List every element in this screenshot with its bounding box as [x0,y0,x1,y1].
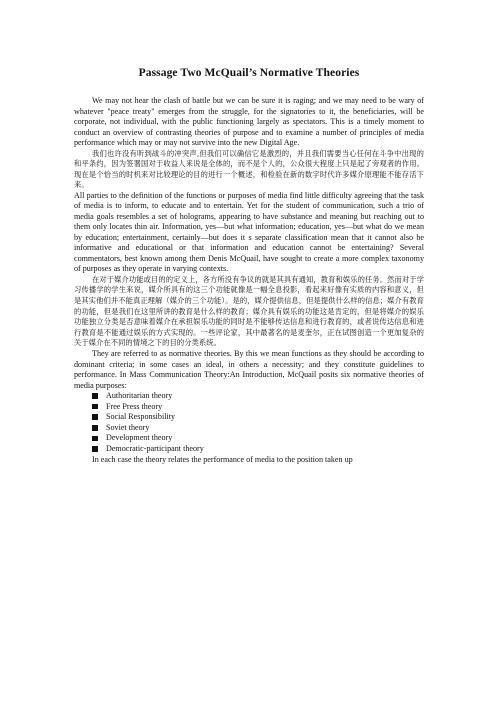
square-bullet-icon [92,436,98,442]
list-item-label: Democratic-participant theory [106,444,204,453]
list-item [74,391,424,402]
normative-theories-list [74,391,424,455]
list-item [74,402,424,413]
paragraph-2-english: All parties to the definition of the functions or purposes of media find little difficulty agreeing that the task of media is to inform, to educate and to entertain. Yet for the student of communication, such a trio of media goals resembles a set of holograms, appearing to have substance and meaning but reaching out to them only locates thin air. Information, yes—but what information; education, yes—but what do we mean by education; entertainment, certainly—but does it s separate classification mean that it cannot also be informative and educational or that information and education cannot be entertaining? Several commentators, best known among them Denis McQuail, have sought to create a more complex taxonomy of purposes as they operate in varying contexts. [74,190,424,274]
square-bullet-icon [92,414,98,420]
list-item-label: Authoritarian theory [106,391,173,401]
paragraph-2-chinese: 在对于媒介功能或目的的定义上，各方所没有争议的就是其具有通知，教育和娱乐的任务。然而对于学习传播学的学生来说，媒介所具有的这三个功能就像是一幅全息投影，看起来好像有实质的内容和意义，但是其实他们并不能真正理解（媒介的三个功能）。是的，媒介提供信息，但是提供什么样的信息；媒介有教育的功能，但是我们在这里所讲的教育是什么样的教育；媒介具有娱乐的功能这是肯定的，但是将媒介的娱乐功能独立分类是否意味着媒介在承担娱乐功能的同时是不能够传达信息和进行教育的，或者说传达信息和进行教育是不能通过娱乐的方式实现的。一些评论家，其中最著名的是麦奎尔，正在试图创造一个更加复杂的关于媒介在不同的情境之下的目的分类系统。 [74,274,424,348]
paragraph-4-english: In each case the theory relates the performance of media to the position taken up [92,454,353,464]
square-bullet-icon [92,446,98,452]
passage-title: Passage Two McQuail’s Normative Theories [138,67,360,79]
paragraph-1-english: We may not hear the clash of battle but we can be sure it is raging; and we may need to be wary of whatever "peace treaty" emerges from the struggle, for the signatories to it, the beneficiaries, will be corporate, not individual, with the public functioning largely as spectators. This is a timely moment to conduct an overview of contrasting theories of purpose and to examine a number of principles of media performance which may or may not survive into the new Digital Age. [74,96,424,147]
paragraph-1-chinese: 我们也许没有听到战斗的冲突声,但我们可以确信它是激烈的，并且我们需要当心任何在斗争中出现的和平条约，因为签署国对于收益人来说是全体的，而不是个人的，公众很大程度上只是起了旁观者的作用。现在是个恰当的时机来对比较理论的目的进行一个概述，和检验在新的数字时代许多媒介原理能不能存活下来。 [74,148,424,190]
passage-body [74,96,424,465]
list-item-label: Social Responsibility [106,412,176,422]
square-bullet-icon [92,425,98,431]
list-item-label: Free Press theory [106,401,163,411]
square-bullet-icon [92,404,98,410]
document-page [74,0,424,465]
list-item-label: Development theory [106,433,173,443]
square-bullet-icon [92,393,98,399]
paragraph-3-english: They are referred to as normative theories. By this we mean functions as they should be according to dominant criteria; in some cases an ideal, in others a necessity; and they constitute guidelines to performance. In Mass Communication Theory:An Introduction, McQuail posits six normative theories of media purposes: [74,349,424,390]
list-item [74,423,424,434]
list-item [74,412,424,423]
list-item [74,444,424,455]
list-item [74,433,424,444]
list-item-label: Soviet theory [106,422,150,432]
